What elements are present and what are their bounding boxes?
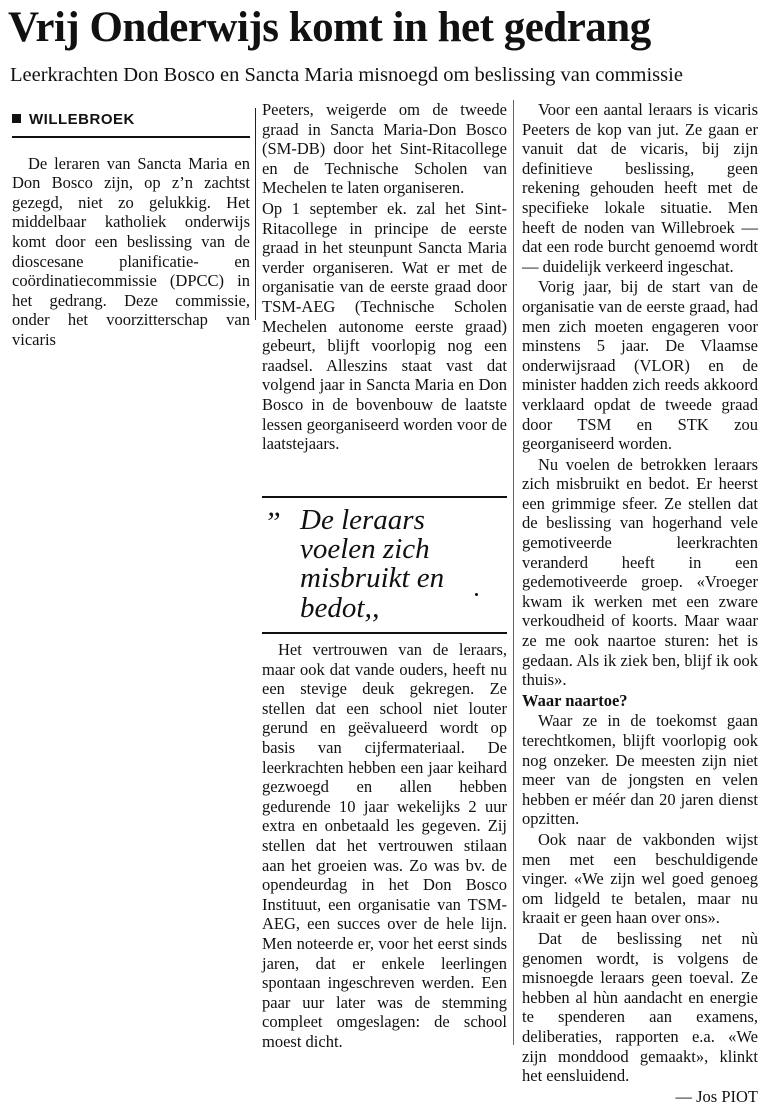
- column-2-continued: [262, 640, 507, 1051]
- paragraph: De leraren van Sancta Maria en Don Bosco zijn, op z’n zachtst gezegd, niet zo gelukkig. Het middelbaar katholiek onderwijs komt door een beslissing van de dioscesane planificatie- en coördinatiecommissie (DPCC) in het gedrang. Deze commissie, onder het voorzitterschap van vicaris: [12, 153, 250, 349]
- paragraph: Voor een aantal leraars is vicaris Peeters de kop van jut. Ze gaan er vanuit dat de vicaris, bij zijn definitieve beslissing, geen rekening gehouden heeft met de specifieke lokale situatie. Men heeft de noden van Willebroek —dat een rode burcht genoemd wordt — duidelijk verkeerd ingeschat.: [522, 100, 758, 276]
- paragraph: Vorig jaar, bij de start van de organisatie van de eerste graad, had men zich moeten engageren voor minstens 5 jaar. De Vlaamse onderwijsraad (VLOR) en de minister hadden zich reeds akkoord verklaard opdat de tweede graad door TSM en STK zou georganiseerd worden.: [522, 277, 758, 454]
- dateline-label: [12, 108, 250, 138]
- paragraph: Peeters, weigerde om de tweede graad in Sancta Maria-Don Bosco (SM-DB) door het Sint-Ritacollege en de Technische Scholen van Mechelen te laten organiseren.: [262, 100, 507, 198]
- column-3: [522, 100, 758, 1106]
- pull-quote-words: De leraars voelen zich misbruikt en bedot: [300, 504, 445, 624]
- dateline-text: WILLEBROEK: [29, 111, 135, 128]
- headline: Vrij Onderwijs komt in het gedrang: [8, 4, 651, 51]
- ink-dot: [475, 593, 478, 596]
- paragraph: Het vertrouwen van de leraars, maar ook dat vande ouders, heeft nu een stevige deuk gekregen. Ze stellen dat een school niet louter gerund en geëvalueerd wordt op basis van cijfermateriaal. De leerkrachten hebben een jaar keihard gezwoegd en allen hebben gedurende 10 jaar wekelijks 2 uur extra en onbetaald les gegeven. Zij stellen dat het vertrouwen stilaan aan het groeien was. Zo was bv. de opendeurdag in het Don Bosco Instituut, een organisatie van TSM-AEG, een succes over de hele lijn. Men noteerde er, voor het eerst sinds jaren, dat er enkele leerlingen spontaan ingeschreven werden. Een paar uur later was de stemming compleet omgeslagen: de school moest dicht.: [262, 640, 507, 1051]
- paragraph: Dat de beslissing net nù genomen wordt, is volgens de misnoegde leraars geen toeval. Ze hebben al hùn aandacht en energie te spenderen aan examens, deliberaties, rapporten e.a. «We zijn monddood gemaakt», klinkt het eensluidend.: [522, 928, 758, 1086]
- pull-quote-text: [300, 506, 500, 623]
- byline: — Jos PIOT: [675, 1086, 758, 1106]
- paragraph: Waar ze in de toekomst gaan terechtkomen, blijft voorlopig ook nog onzeker. De meesten zijn niet meer van de jongsten en velen hebben er méér dan 20 jaren dienst opzitten.: [522, 711, 758, 829]
- paragraph: Op 1 september ek. zal het Sint-Ritacollege in principe de eerste graad in het steunpunt Sancta Maria verder organiseren. Wat er met de organisatie van de eerste graad door TSM-AEG (Technische Scholen Mechelen autonome eerste graad) gebeurt, blijft voorlopig nog een raadsel. Alleszins staat vast dat volgend jaar in Sancta Maria en Don Bosco in de bovenbouw de laatste lessen georganiseerd worden voor de laatstejaars.: [262, 198, 507, 454]
- column-2: [262, 100, 507, 454]
- column-1: [12, 108, 250, 350]
- paragraph: Ook naar de vakbonden wijst men met een beschuldigende vinger. «We zijn wel goed genoeg om lidgeld te betalen, maar nu kraait er geen haan over ons».: [522, 829, 758, 928]
- quote-close-mark: ,,: [364, 591, 380, 624]
- square-bullet-icon: [12, 114, 21, 123]
- subheadline: Leerkrachten Don Bosco en Sancta Maria misnoegd om beslissing van commissie: [10, 64, 683, 86]
- quote-open-mark: ”: [264, 506, 281, 539]
- paragraph: Nu voelen de betrokken leraars zich misbruikt en bedot. Er heerst een grimmige sfeer. Ze stellen dat de beslissing van hogerhand vele gemotiveerde leerkrachten veranderd heeft in een gedemotiveerde groep. «Vroeger kwam ik werken met een zware verkoudheid of koorts. Maar waar ze me ook naartoe sturen: het is gedaan. Als ik ziek ben, blijf ik ook thuis».: [522, 454, 758, 690]
- pull-quote: [262, 496, 507, 634]
- section-subtitle: Waar naartoe?: [522, 690, 628, 710]
- column-divider: [255, 108, 256, 320]
- column-divider: [513, 100, 514, 1045]
